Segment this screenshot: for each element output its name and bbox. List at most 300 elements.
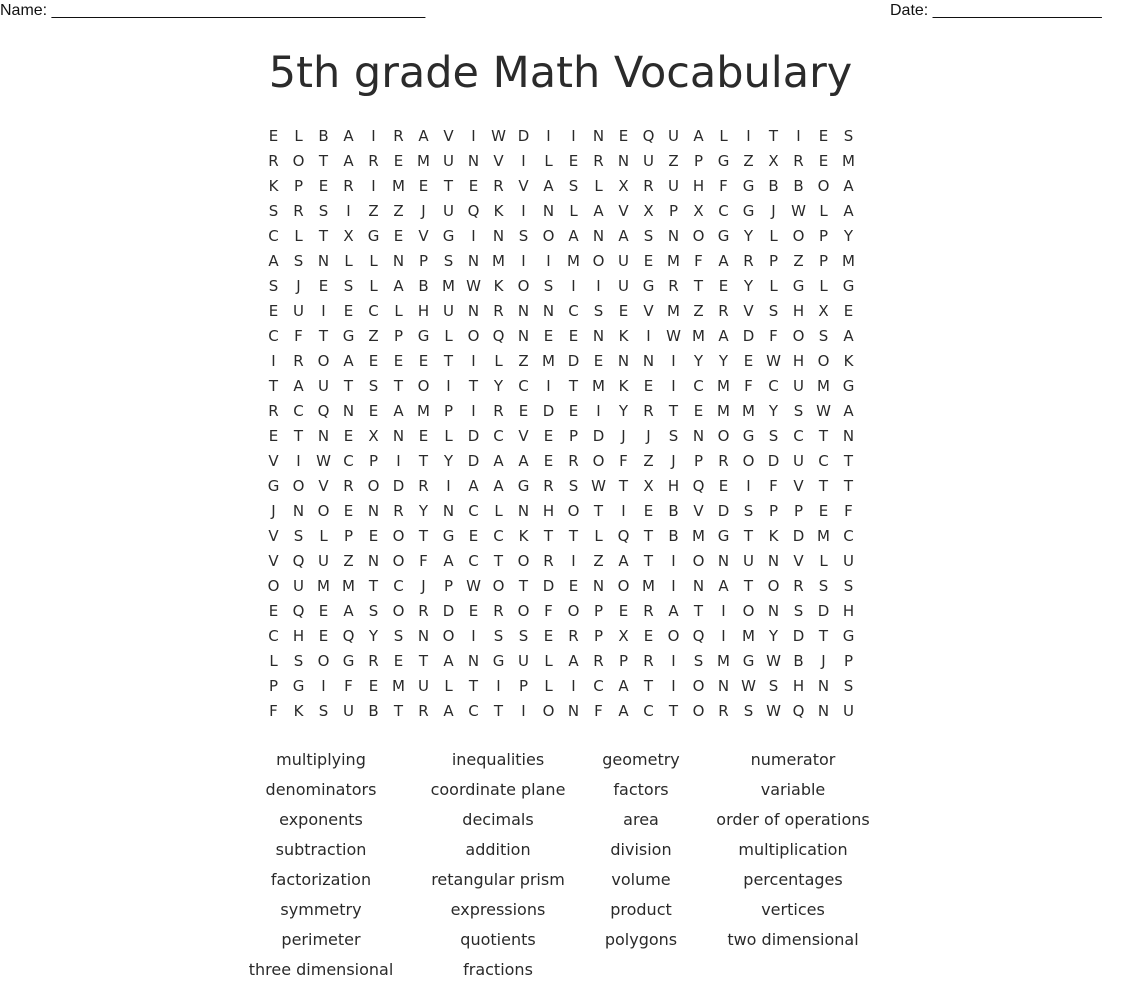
grid-letter: X [343,227,354,245]
grid-letter: C [818,452,829,470]
grid-letter: P [443,577,454,595]
grid-letter: D [817,602,830,620]
grid-letter: J [296,277,301,295]
grid-letter: R [668,277,679,295]
name-field-line: Name: __________________________________________ [0,2,426,19]
grid-letter: E [368,677,379,695]
grid-letter: Z [393,202,404,220]
grid-letter: O [567,602,580,620]
grid-letter: S [318,202,329,220]
grid-letter: H [692,177,705,195]
grid-letter: L [294,227,303,245]
grid-letter: N [817,677,830,695]
grid-letter: O [417,377,430,395]
grid-letter: A [843,202,854,220]
grid-letter: K [293,702,304,720]
word-list-item: volume [611,870,671,889]
grid-letter: K [768,527,779,545]
grid-letter: S [768,677,779,695]
grid-letter: C [468,702,479,720]
grid-letter: E [568,402,579,420]
grid-letter: C [268,627,279,645]
grid-letter: E [318,177,329,195]
grid-letter: A [568,652,579,670]
grid-letter: U [843,702,854,720]
grid-letter: D [442,602,455,620]
grid-letter: M [742,627,755,645]
grid-letter: M [317,577,330,595]
grid-letter: H [292,627,305,645]
grid-letter: E [568,152,579,170]
grid-letter: S [593,302,604,320]
grid-letter: A [618,227,629,245]
grid-letter: E [643,252,654,270]
grid-letter: K [268,177,279,195]
grid-letter: S [843,577,854,595]
grid-letter: E [518,402,529,420]
grid-letter: P [268,677,279,695]
grid-letter: G [842,377,855,395]
grid-letter: V [268,552,279,570]
grid-letter: P [518,677,529,695]
grid-letter: G [342,652,355,670]
grid-letter: E [468,177,479,195]
grid-letter: L [769,277,778,295]
grid-letter: E [268,602,279,620]
grid-letter: E [543,427,554,445]
grid-letter: O [442,627,455,645]
grid-letter: Y [743,277,754,295]
grid-letter: M [492,252,505,270]
grid-letter: I [546,127,551,145]
grid-letter: O [792,327,805,345]
grid-letter: R [268,402,279,420]
grid-letter: H [792,302,805,320]
grid-letter: R [368,152,379,170]
grid-letter: M [442,277,455,295]
word-list-item: division [610,840,672,859]
grid-letter: M [717,652,730,670]
grid-letter: I [546,252,551,270]
grid-letter: I [471,127,476,145]
grid-letter: C [268,327,279,345]
grid-letter: C [768,377,779,395]
grid-letter: N [642,352,655,370]
grid-letter: S [768,427,779,445]
grid-letter: Z [743,152,754,170]
grid-letter: L [494,352,503,370]
grid-letter: E [618,302,629,320]
grid-letter: I [571,552,576,570]
grid-letter: I [371,127,376,145]
grid-letter: A [343,602,354,620]
grid-letter: W [491,127,506,145]
grid-letter: M [392,177,405,195]
grid-letter: S [293,252,304,270]
grid-letter: L [719,127,728,145]
grid-letter: E [343,427,354,445]
grid-letter: N [517,302,530,320]
grid-letter: P [368,452,379,470]
grid-letter: T [818,427,829,445]
grid-letter: A [343,152,354,170]
grid-letter: F [744,377,753,395]
grid-letter: T [518,577,529,595]
grid-letter: R [718,702,729,720]
word-list-item: addition [465,840,531,859]
grid-letter: R [543,477,554,495]
grid-letter: U [743,552,754,570]
grid-letter: R [268,152,279,170]
grid-letter: I [671,677,676,695]
grid-letter: E [643,502,654,520]
grid-letter: M [542,352,555,370]
grid-letter: N [467,252,480,270]
grid-letter: Z [368,202,379,220]
grid-letter: I [471,627,476,645]
grid-letter: L [769,227,778,245]
grid-letter: U [343,702,354,720]
word-list-item: vertices [761,900,825,919]
grid-letter: O [692,702,705,720]
grid-letter: Z [343,552,354,570]
grid-letter: G [517,477,530,495]
grid-letter: N [692,427,705,445]
grid-letter: G [742,177,755,195]
grid-letter: R [393,502,404,520]
grid-letter: P [818,252,829,270]
grid-letter: I [521,152,526,170]
grid-letter: A [843,402,854,420]
grid-letter: N [617,352,630,370]
grid-letter: Y [718,352,729,370]
grid-letter: L [294,127,303,145]
grid-letter: A [718,327,729,345]
grid-letter: I [621,502,626,520]
grid-letter: A [593,202,604,220]
grid-letter: I [721,602,726,620]
grid-letter: E [343,502,354,520]
grid-letter: D [467,452,480,470]
grid-letter: T [568,527,579,545]
grid-letter: O [592,252,605,270]
grid-letter: V [318,477,329,495]
grid-letter: A [443,552,454,570]
grid-letter: I [671,552,676,570]
grid-letter: O [692,677,705,695]
grid-letter: H [792,677,805,695]
grid-letter: S [818,327,829,345]
grid-letter: O [492,577,505,595]
grid-letter: K [618,327,629,345]
grid-letter: I [296,452,301,470]
grid-letter: T [468,677,479,695]
grid-letter: S [793,402,804,420]
grid-letter: E [543,327,554,345]
grid-letter: N [317,427,330,445]
grid-letter: L [269,652,278,670]
grid-letter: N [592,327,605,345]
grid-letter: I [671,352,676,370]
grid-letter: A [843,327,854,345]
grid-letter: N [767,602,780,620]
grid-letter: E [543,627,554,645]
grid-letter: A [693,127,704,145]
grid-letter: N [542,202,555,220]
word-list-item: denominators [265,780,377,799]
grid-letter: M [742,402,755,420]
grid-letter: G [367,227,380,245]
grid-letter: D [517,127,530,145]
grid-letter: S [368,602,379,620]
grid-letter: Y [443,452,454,470]
grid-letter: N [517,502,530,520]
grid-letter: J [671,452,676,470]
word-list-item: inequalities [451,750,545,769]
grid-letter: A [443,652,454,670]
grid-letter: R [493,602,504,620]
grid-letter: T [643,677,654,695]
grid-letter: A [568,227,579,245]
grid-letter: I [521,702,526,720]
grid-letter: A [293,377,304,395]
grid-letter: S [393,627,404,645]
grid-letter: A [518,452,529,470]
grid-letter: V [443,127,454,145]
grid-letter: E [818,127,829,145]
grid-letter: J [421,202,426,220]
word-list-item: factors [613,780,669,799]
grid-letter: I [671,652,676,670]
grid-letter: T [318,227,329,245]
grid-letter: U [643,152,654,170]
grid-letter: T [693,602,704,620]
grid-letter: I [396,452,401,470]
grid-letter: S [518,627,529,645]
grid-letter: E [318,277,329,295]
grid-letter: S [818,577,829,595]
grid-letter: G [842,277,855,295]
grid-letter: P [793,502,804,520]
grid-letter: C [393,577,404,595]
grid-letter: N [542,302,555,320]
word-list-item: exponents [279,810,363,829]
word-list-item: subtraction [275,840,367,859]
grid-letter: S [268,277,279,295]
grid-letter: O [292,477,305,495]
grid-letter: V [268,452,279,470]
grid-letter: I [446,477,451,495]
grid-letter: T [343,377,354,395]
grid-letter: E [468,527,479,545]
grid-letter: V [643,302,654,320]
grid-letter: P [393,327,404,345]
grid-letter: G [442,227,455,245]
grid-letter: E [543,452,554,470]
grid-letter: A [618,552,629,570]
grid-letter: T [643,527,654,545]
grid-letter: W [591,477,606,495]
grid-letter: Y [368,627,379,645]
grid-letter: L [494,502,503,520]
grid-letter: T [668,402,679,420]
grid-letter: Y [693,352,704,370]
grid-letter: S [268,202,279,220]
grid-letter: T [443,177,454,195]
grid-letter: U [418,677,429,695]
grid-letter: N [617,152,630,170]
word-list-item: three dimensional [248,960,394,979]
grid-letter: Z [668,152,679,170]
grid-letter: H [542,502,555,520]
grid-letter: U [443,202,454,220]
grid-letter: Q [692,627,705,645]
grid-letter: U [793,452,804,470]
word-list-item: two dimensional [727,930,859,949]
grid-letter: O [317,352,330,370]
grid-letter: G [742,652,755,670]
grid-letter: V [693,502,704,520]
grid-letter: C [468,502,479,520]
word-list-item: percentages [743,870,843,889]
grid-letter: L [569,202,578,220]
grid-letter: R [793,577,804,595]
grid-letter: Q [642,127,655,145]
grid-letter: H [417,302,430,320]
grid-letter: X [643,477,654,495]
grid-letter: M [842,152,855,170]
grid-letter: F [419,552,428,570]
grid-letter: Q [292,552,305,570]
grid-letter: O [692,227,705,245]
grid-letter: S [643,227,654,245]
grid-letter: B [368,702,379,720]
grid-letter: T [693,277,704,295]
page-title: 5th grade Math Vocabulary [268,48,853,98]
grid-letter: C [593,677,604,695]
grid-letter: X [618,177,629,195]
grid-letter: T [743,577,754,595]
grid-letter: O [692,552,705,570]
grid-letter: L [594,177,603,195]
grid-letter: U [618,252,629,270]
grid-letter: M [417,152,430,170]
grid-letter: P [593,627,604,645]
grid-letter: L [444,327,453,345]
grid-letter: O [717,427,730,445]
grid-letter: S [293,527,304,545]
grid-letter: O [542,702,555,720]
grid-letter: T [318,152,329,170]
grid-letter: S [843,127,854,145]
word-list-item: multiplication [738,840,848,859]
grid-letter: R [393,127,404,145]
grid-letter: A [393,277,404,295]
grid-letter: A [443,702,454,720]
grid-letter: O [517,602,530,620]
grid-letter: V [518,177,529,195]
grid-letter: L [544,677,553,695]
grid-letter: U [618,277,629,295]
grid-letter: R [493,177,504,195]
grid-letter: Y [843,227,854,245]
grid-letter: O [817,352,830,370]
grid-letter: C [493,527,504,545]
grid-letter: P [443,402,454,420]
grid-letter: N [767,552,780,570]
grid-letter: T [743,527,754,545]
grid-letter: I [596,402,601,420]
grid-letter: O [317,652,330,670]
grid-letter: I [546,377,551,395]
grid-letter: P [343,527,354,545]
grid-letter: K [493,202,504,220]
grid-letter: M [667,252,680,270]
grid-letter: L [819,552,828,570]
grid-letter: T [468,377,479,395]
grid-letter: O [817,177,830,195]
grid-letter: U [443,152,454,170]
grid-letter: P [293,177,304,195]
grid-letter: G [267,477,280,495]
grid-letter: U [318,552,329,570]
grid-letter: S [543,277,554,295]
grid-letter: N [392,427,405,445]
grid-letter: E [393,352,404,370]
grid-letter: M [717,377,730,395]
grid-letter: R [643,602,654,620]
word-list-item: factorization [270,870,372,889]
grid-letter: F [594,702,603,720]
grid-letter: N [717,677,730,695]
grid-letter: E [368,352,379,370]
grid-letter: A [343,127,354,145]
grid-letter: Y [768,627,779,645]
grid-letter: W [791,202,806,220]
grid-letter: H [667,477,680,495]
grid-letter: R [418,702,429,720]
grid-letter: G [342,327,355,345]
word-list-item: perimeter [281,930,361,949]
grid-letter: I [371,177,376,195]
grid-letter: S [568,477,579,495]
grid-letter: C [843,527,854,545]
grid-letter: Q [617,527,630,545]
grid-letter: N [367,552,380,570]
grid-letter: M [642,577,655,595]
grid-letter: A [493,452,504,470]
word-search-grid [261,124,861,724]
grid-letter: L [444,427,453,445]
grid-letter: A [343,352,354,370]
grid-letter: L [544,652,553,670]
grid-letter: O [567,502,580,520]
grid-letter: J [821,652,826,670]
grid-letter: I [571,127,576,145]
grid-letter: N [592,227,605,245]
grid-letter: T [443,352,454,370]
grid-letter: N [292,502,305,520]
grid-letter: S [743,502,754,520]
grid-letter: X [618,627,629,645]
grid-letter: Y [418,502,429,520]
grid-letter: E [643,377,654,395]
grid-letter: U [293,577,304,595]
grid-letter: R [418,602,429,620]
grid-letter: M [817,527,830,545]
grid-letter: E [818,152,829,170]
grid-letter: K [493,277,504,295]
